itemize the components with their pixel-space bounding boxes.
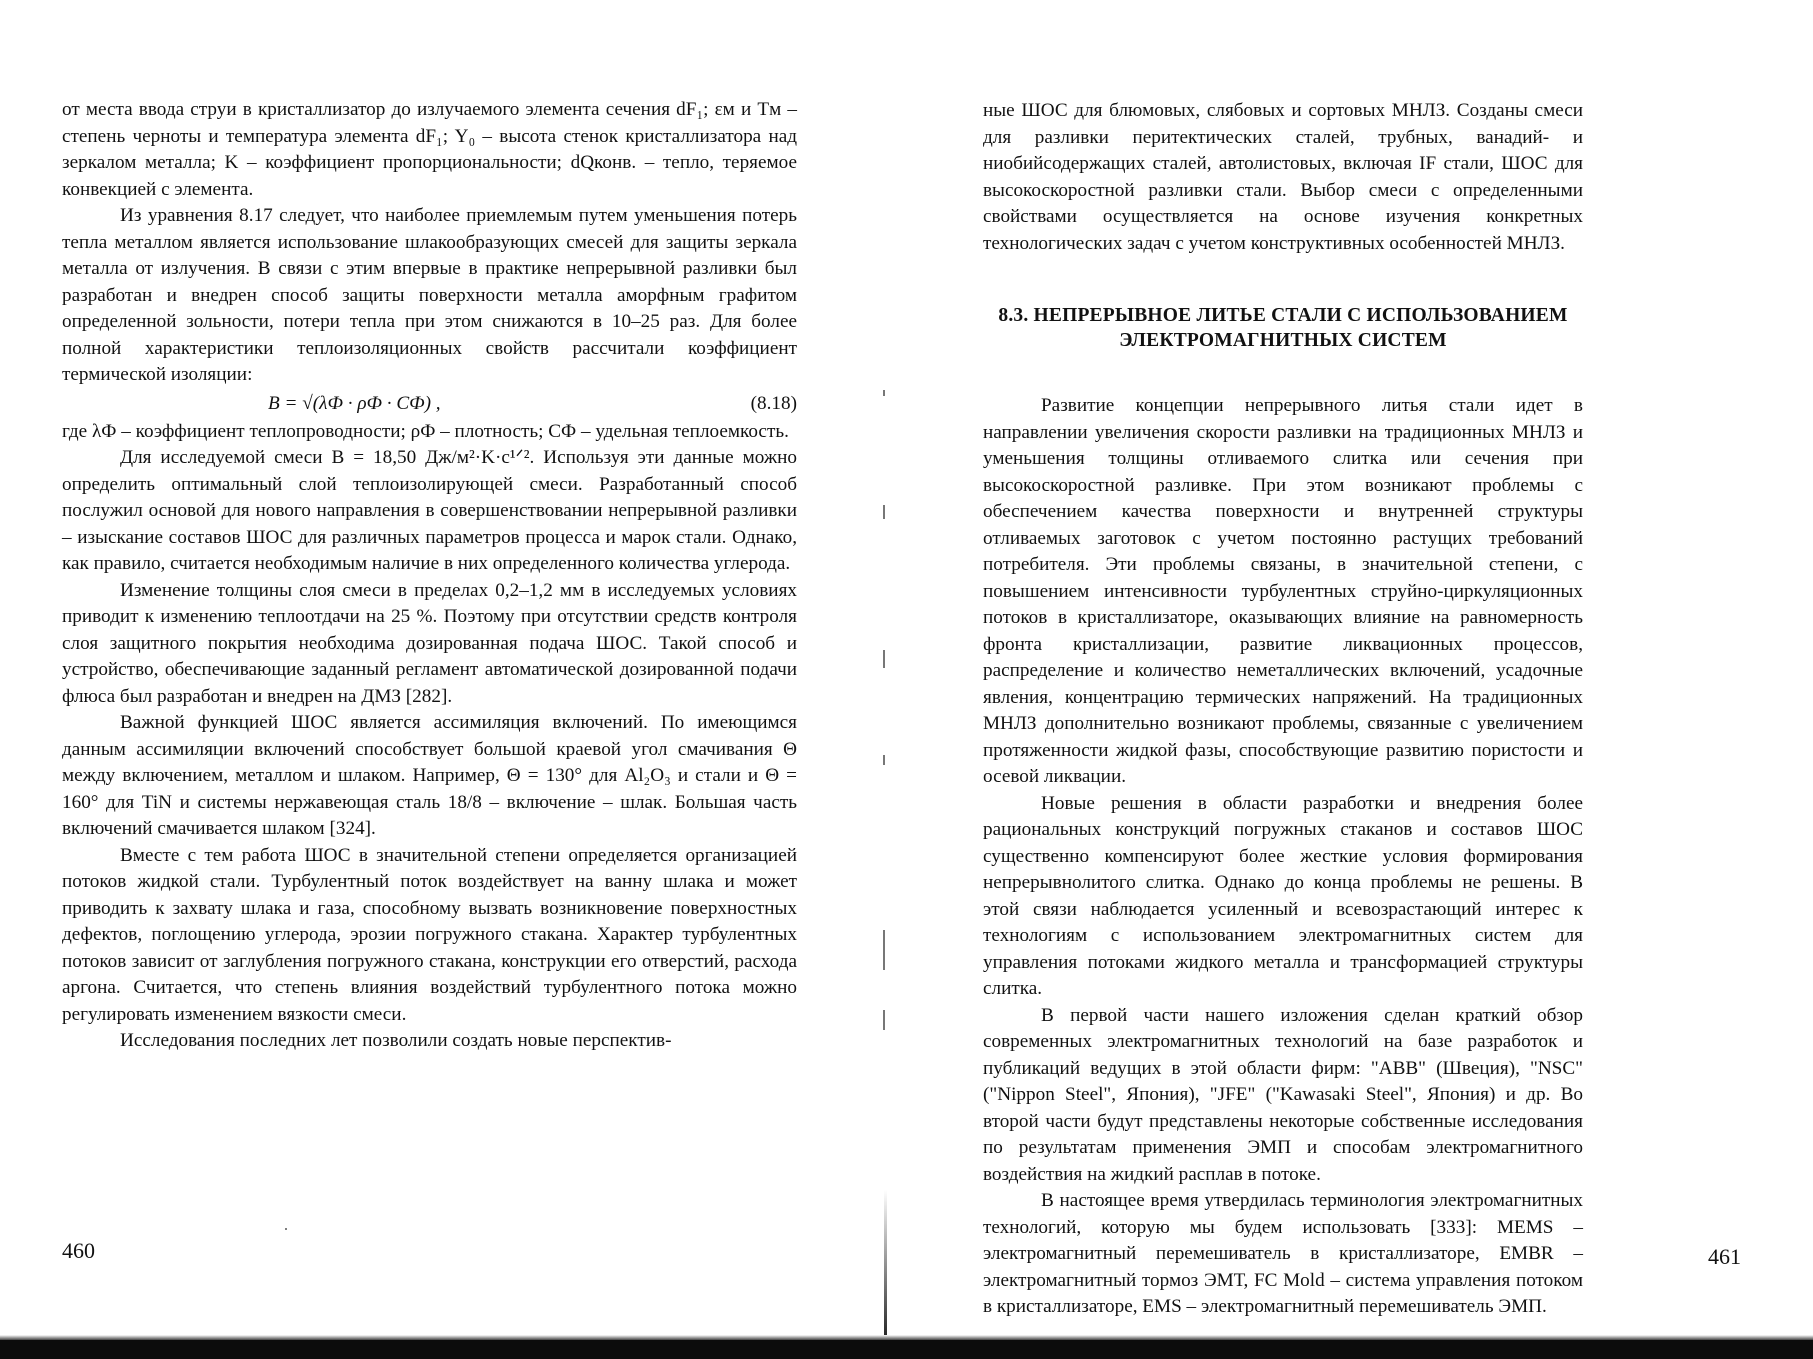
section-heading [983,303,1583,353]
left-text-column [62,97,797,1055]
paragraph: Вместе с тем работа ШОС в значительной степени определяется организацией потоков жидкой стали. Турбулентный поток воздействует на ванну шлака и может приводить к захвату шлака и газа, способному вызвать возникновение поверхностных дефектов, поглощению углерода, эрозии погружного стакана. Характер турбулентных потоков зависит от заглубления погружного стакана, конструкции его отверстий, расхода аргона. Считается, что степень влияния воздействий турбулентного потока можно регулировать изменением вязкости смеси. [62,844,797,1025]
formula-number: (8.18) [750,392,797,414]
paragraph: Изменение толщины слоя смеси в пределах 0,2–1,2 мм в исследуемых условиях приводит к изменению теплоотдачи на 25 %. Поэтому при отсутствии средств контроля слоя защитного покрытия необходима дозированная подача ШОС. Такой способ и устройство, обеспечивающие заданный регламент автоматической дозированной подачи флюса был разработан и внедрен на ДМЗ [282]. [62,579,797,707]
right-page [890,0,1813,1359]
gutter-mark [883,1010,885,1030]
right-text-column [983,98,1583,1321]
gutter-mark [883,755,885,765]
page-number: 461 [1708,1244,1741,1269]
paragraph: где λФ – коэффициент теплопроводности; ρФ – плотность; CФ – удельная теплоемкость. [62,420,789,442]
paragraph: В первой части нашего изложения сделан краткий обзор современных электромагнитных технологий на базе разработок и публикаций ведущих в этой области фирм: "ABB" (Швеция), "NSC" ("Nippon Steel", Япония), "JFE" ("Kawasaki Steel", Япония) и др. Во второй части будут представлены некоторые собственные исследования по результатам применения ЭМП и способам электромагнитного воздействия на жидкий расплав в потоке. [983,1004,1583,1185]
paragraph: ные ШОС для блюмовых, слябовых и сортовых МНЛЗ. Созданы смеси для разливки перитектических сталей, трубных, ванадий- и ниобийсодержащих сталей, автолистовых, включая IF стали, ШОС для высокоскоростной разливки стали. Выбор смеси с определенными свойствами осуществляется на основе изучения конкретных технологических задач с учетом конструктивных особенностей МНЛЗ. [983,100,1583,254]
paragraph: Исследования последних лет позволили создать новые перспектив- [120,1030,672,1051]
gutter-mark [883,930,885,970]
scan-speck [285,1228,287,1230]
gutter-mark [883,505,885,519]
paragraph: Важной функцией ШОС является ассимиляция включений. По имеющимся данным ассимиляции включений способствует большой краевой угол смачивания Θ между включением, металлом и шлаком. Например, Θ = 130° для Al₂O₃ и стали и Θ = 160° для TiN и системы нержавеющая сталь 18/8 – включение – шлак. Большая часть включений смачивается шлаком [324]. [62,712,797,839]
paragraph: Новые решения в области разработки и внедрения более рациональных конструкций погружных стаканов и составов ШОС существенно компенсируют более жесткие условия формирования непрерывнолитого слитка. Однако до конца проблемы не решены. В этой связи наблюдается усиленный и всевозрастающий интерес к технологиям с использованием электромагнитных систем для управления потоками жидкого металла и трансформацией структуры слитка. [983,792,1583,999]
formula-8-18 [62,389,797,419]
paragraph: Из уравнения 8.17 следует, что наиболее приемлемым путем уменьшения потерь тепла металлом является использование шлакообразующих смесей для защиты зеркала металла от излучения. В связи с этим впервые в практике непрерывной разливки был разработан и внедрен способ защиты поверхности металла аморфным графитом определенной зольности, потери тепла при этом снижаются в 10–25 раз. Для более полной характеристики теплоизоляционных свойств рассчитали коэффициент термической изоляции: [62,205,797,385]
book-gutter-shadow [884,1190,887,1340]
gutter-mark [883,650,885,668]
gutter-mark [883,390,885,396]
heading-line: 8.3. НЕПРЕРЫВНОЕ ЛИТЬЕ СТАЛИ С ИСПОЛЬЗОВАНИЕМ [998,305,1568,326]
paragraph: В настоящее время утвердилась терминология электромагнитных технологий, которую мы будем использовать [333]: MEMS – электромагнитный перемешиватель в кристаллизаторе, EMBR – электромагнитный тормоз ЭМТ, FC Mold – система управления потоком в кристаллизаторе, EMS – электромагнитный перемешиватель ЭМП. [983,1190,1583,1317]
scan-bottom-edge [0,1340,1813,1359]
formula-text: B = √(λФ · ρФ · CФ) , [268,392,441,414]
paragraph: Для исследуемой смеси B = 18,50 Дж/м²·K·с¹ᐟ². Используя эти данные можно определить оптимальный слой теплоизолирующей смеси. Разработанный способ послужил основой для нового направления в совершенствовании непрерывной разливки – изыскание составов ШОС для различных параметров процесса и марок стали. Однако, как правило, считается необходимым наличие в них определенного количества углерода. [62,447,797,574]
left-page [0,0,890,1359]
heading-line: ЭЛЕКТРОМАГНИТНЫХ СИСТЕМ [1119,330,1447,351]
paragraph: Развитие концепции непрерывного литья стали идет в направлении увеличения скорости разливки на традиционных МНЛЗ и уменьшения толщины отливаемого слитка или сечения при высокоскоростной разливке. При этом возникают проблемы с обеспечением качества поверхности и внутренней структуры отливаемых заготовок с учетом постоянно растущих требований потребителя. Эти проблемы связаны, в значительной степени, с повышением интенсивности турбулентных струйно-циркуляционных потоков в кристаллизаторе, оказывающих влияние на равномерность фронта кристаллизации, развитие ликвационных процессов, распределение и количество неметаллических включений, усадочные явления, концентрацию термических напряжений. На традиционных МНЛЗ дополнительно возникают проблемы, связанные с увеличением протяженности жидкой фазы, способствующие развитию пористости и осевой ликвации. [983,395,1583,787]
page-number: 460 [62,1238,95,1263]
paragraph: от места ввода струи в кристаллизатор до излучаемого элемента сечения dF₁; εм и Tм – степень черноты и температура элемента dF₁; Y₀ – высота стенок кристаллизатора над зеркалом металла; K – коэффициент пропорциональности; dQконв. – тепло, теряемое конвекцией с элемента. [62,99,797,200]
